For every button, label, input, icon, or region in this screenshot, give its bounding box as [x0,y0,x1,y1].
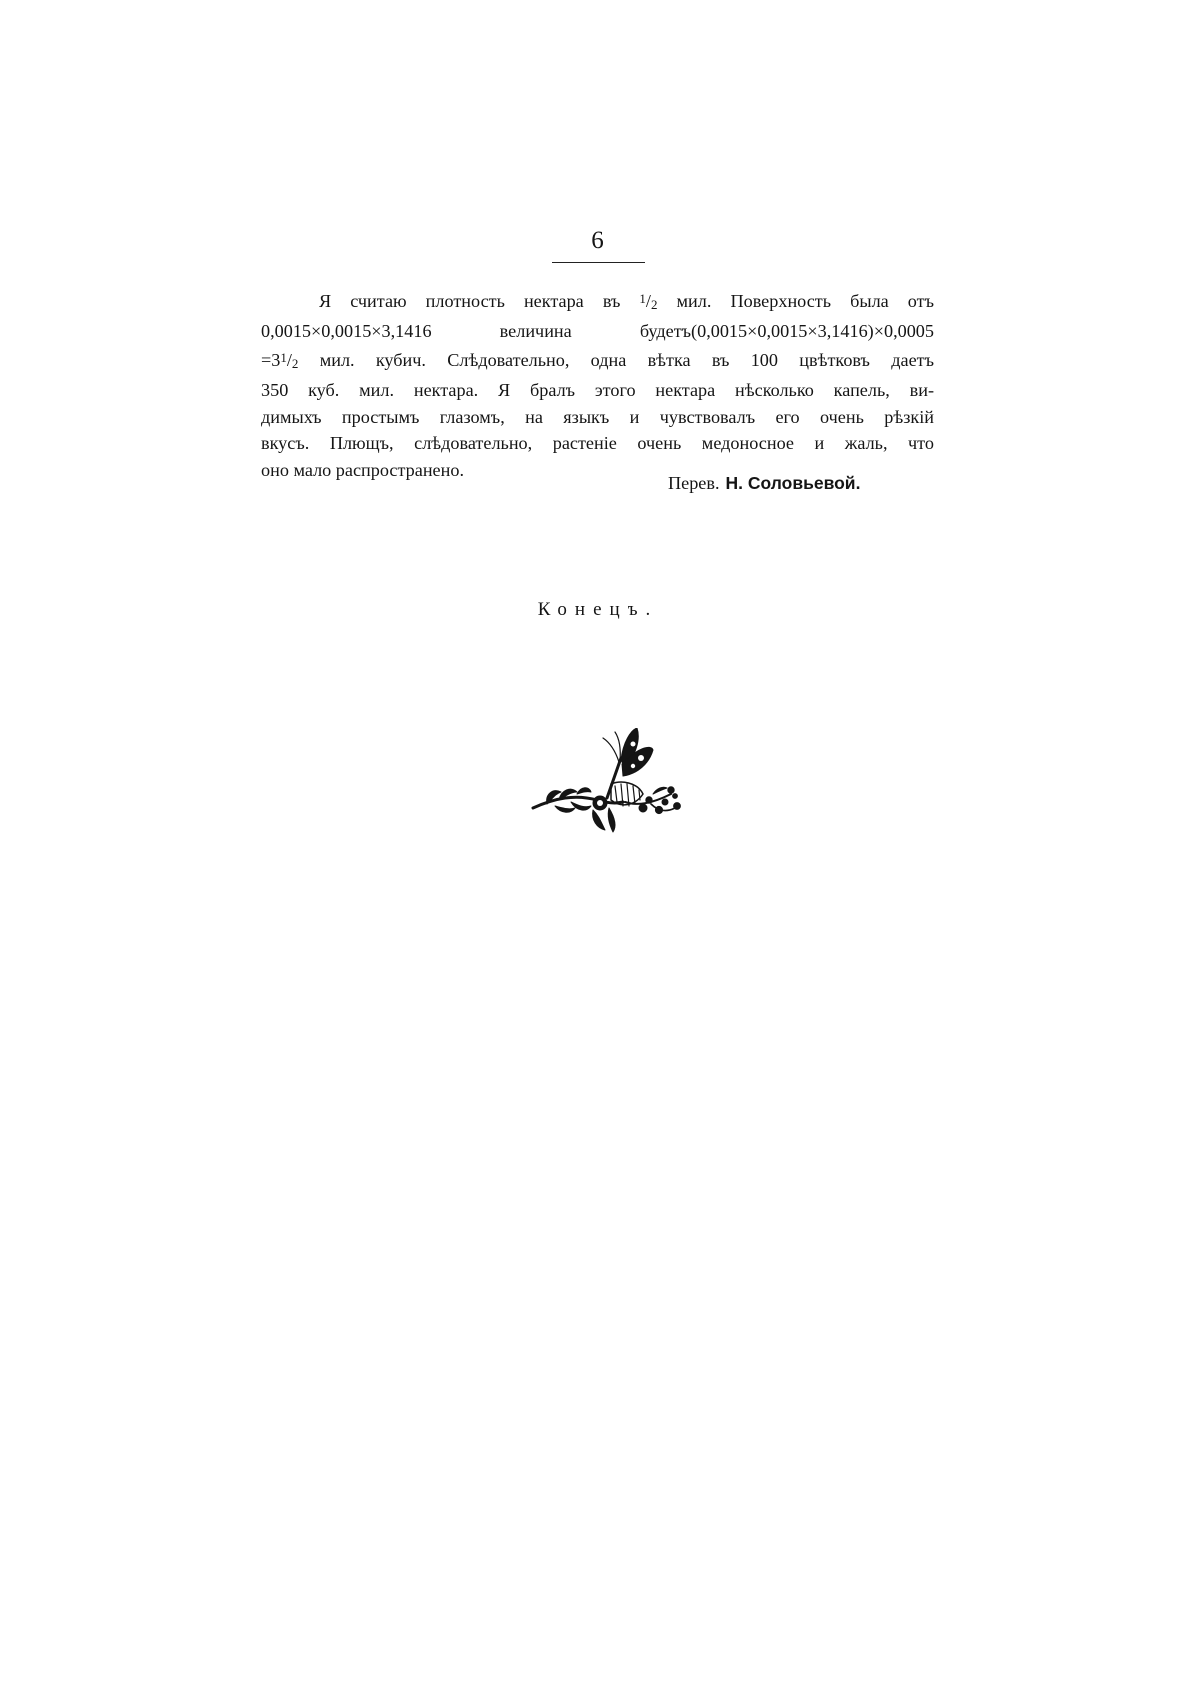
paragraph-line-7: оно мало распространено. [261,459,465,480]
page-number-rule [552,262,645,263]
butterfly-floral-ornament-icon [525,728,685,838]
page-number: 6 [591,227,605,254]
line-3-rest: мил. кубич. Слѣдовательно, одна вѣтка въ 100 цвѣтковъ даетъ [319,349,934,370]
paragraph-line-3 [261,345,934,377]
fraction-half-slash-2: / [286,349,292,370]
fraction-half-denominator: 2 [650,296,658,312]
paragraph-line-4: 350 куб. мил. нектара. Я бралъ этого нектара нѣсколько капель, ви- [261,380,934,401]
translator-name: Н. Соловьевой. [725,473,861,493]
fraction-half-numerator: 1 [639,291,646,306]
paragraph-line-5: димыхъ простымъ глазомъ, на языкъ и чувствовалъ его очень рѣзкій [261,406,934,427]
paragraph-line-1 [261,286,934,318]
the-end-heading: Конецъ. [537,599,659,620]
line-1-start: Я считаю плотность нектара въ [319,290,640,311]
translator-signature [668,470,860,496]
fraction-half-numerator-2: 1 [280,349,287,365]
paragraph-line-2: 0,0015×0,0015×3,1416 величина будетъ(0,0015×0,0015×3,1416)×0,0005 [261,321,934,342]
line-3-prefix: =3 [261,349,281,370]
fraction-half-slash: / [645,290,651,311]
body-paragraph [261,286,934,483]
fraction-half-denominator-2: 2 [291,355,299,371]
line-1-end: мил. Поверхность была отъ [676,290,934,311]
paragraph-line-6: вкусъ. Плющъ, слѣдовательно, растеніе очень медоносное и жаль, что [261,433,934,454]
signature-prefix: Перев. [668,473,720,493]
